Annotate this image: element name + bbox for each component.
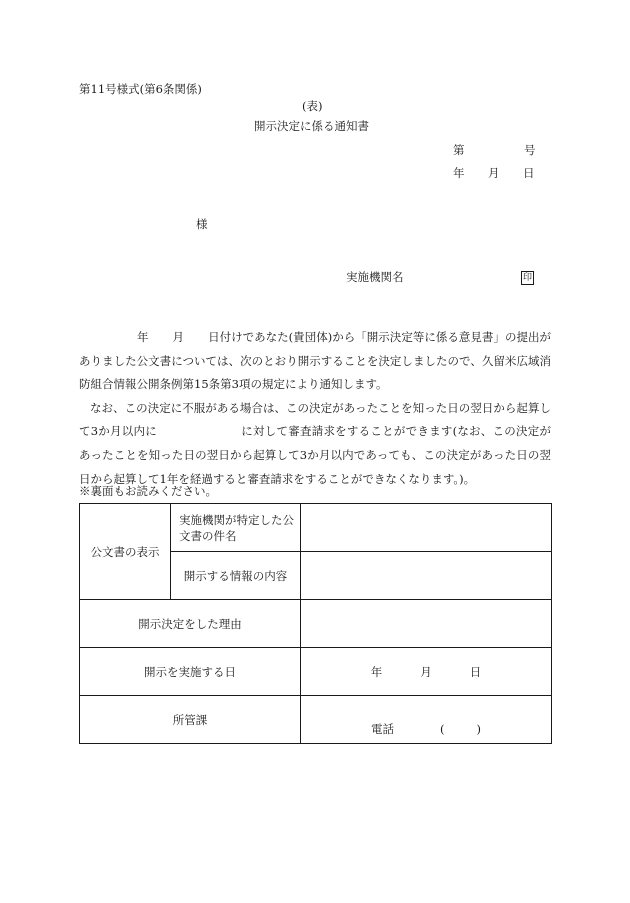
- body-month: 月: [172, 330, 185, 344]
- reverse-note: ※裏面もお読みください。: [79, 484, 217, 498]
- sender-label: 実施機関名: [346, 270, 404, 284]
- addressee-suffix: 様: [196, 217, 208, 231]
- form-number: 第11号様式(第6条関係): [79, 82, 202, 96]
- date-month: 月: [488, 166, 500, 180]
- table-row: [80, 648, 552, 696]
- date-day: 日: [523, 166, 535, 180]
- table-row: [80, 504, 552, 552]
- info-field[interactable]: [301, 552, 552, 600]
- table-row: [80, 600, 552, 648]
- date-label: 開示を実施する日: [80, 648, 301, 696]
- document-title: 開示決定に係る通知書: [254, 119, 369, 133]
- phone-label: 電話: [371, 722, 394, 736]
- reason-field[interactable]: [301, 600, 552, 648]
- number-prefix: 第: [453, 143, 465, 157]
- table-date-month: 月: [420, 664, 432, 679]
- table-date-year: 年: [370, 664, 383, 679]
- doc-name-label: 実施機関が特定した公文書の件名: [171, 504, 301, 552]
- dept-field[interactable]: [301, 696, 552, 744]
- body-year: 年: [137, 330, 149, 344]
- info-label: 開示する情報の内容: [171, 552, 301, 600]
- disclosure-table: [79, 503, 552, 744]
- reason-label: 開示決定をした理由: [80, 600, 301, 648]
- body-text-2b: に対して審査請求をすることができます(なお、この決定があったことを知った日の翌日から起算して3か月以内であっても、この決定があった日の翌日から起算して1年を経過すると審査請求をすることができなくなります。)。: [79, 424, 552, 486]
- table-row: [80, 696, 552, 744]
- doc-name-field[interactable]: [301, 504, 552, 552]
- body-text-1: 日付けであなた(貴団体)から「開示決定等に係る意見書」の提出がありました公文書については、次のとおり開示することを決定しましたので、久留米広域消防組合情報公開条例第15条第3項の規定により通知します。: [79, 330, 551, 392]
- table-date-day: 日: [469, 664, 482, 679]
- paragraph-appeal: [79, 397, 551, 491]
- date-year: 年: [453, 166, 465, 180]
- phone-paren-open: (: [440, 722, 445, 736]
- date-field[interactable]: [301, 648, 552, 696]
- paragraph-main: [79, 326, 551, 397]
- seal-mark-wrapper: [521, 271, 534, 285]
- notice-body: [79, 326, 551, 491]
- phone-paren-close: ): [476, 722, 481, 736]
- document-label: 公文書の表示: [80, 504, 171, 600]
- side-label: (表): [302, 99, 323, 113]
- number-suffix: 号: [524, 143, 536, 157]
- body-text-2a: なお、この決定に不服がある場合は、この決定があったことを知った日の翌日から起算して3か月以内に: [79, 400, 551, 439]
- dept-label: 所管課: [80, 696, 301, 744]
- seal-mark: 印: [522, 273, 532, 283]
